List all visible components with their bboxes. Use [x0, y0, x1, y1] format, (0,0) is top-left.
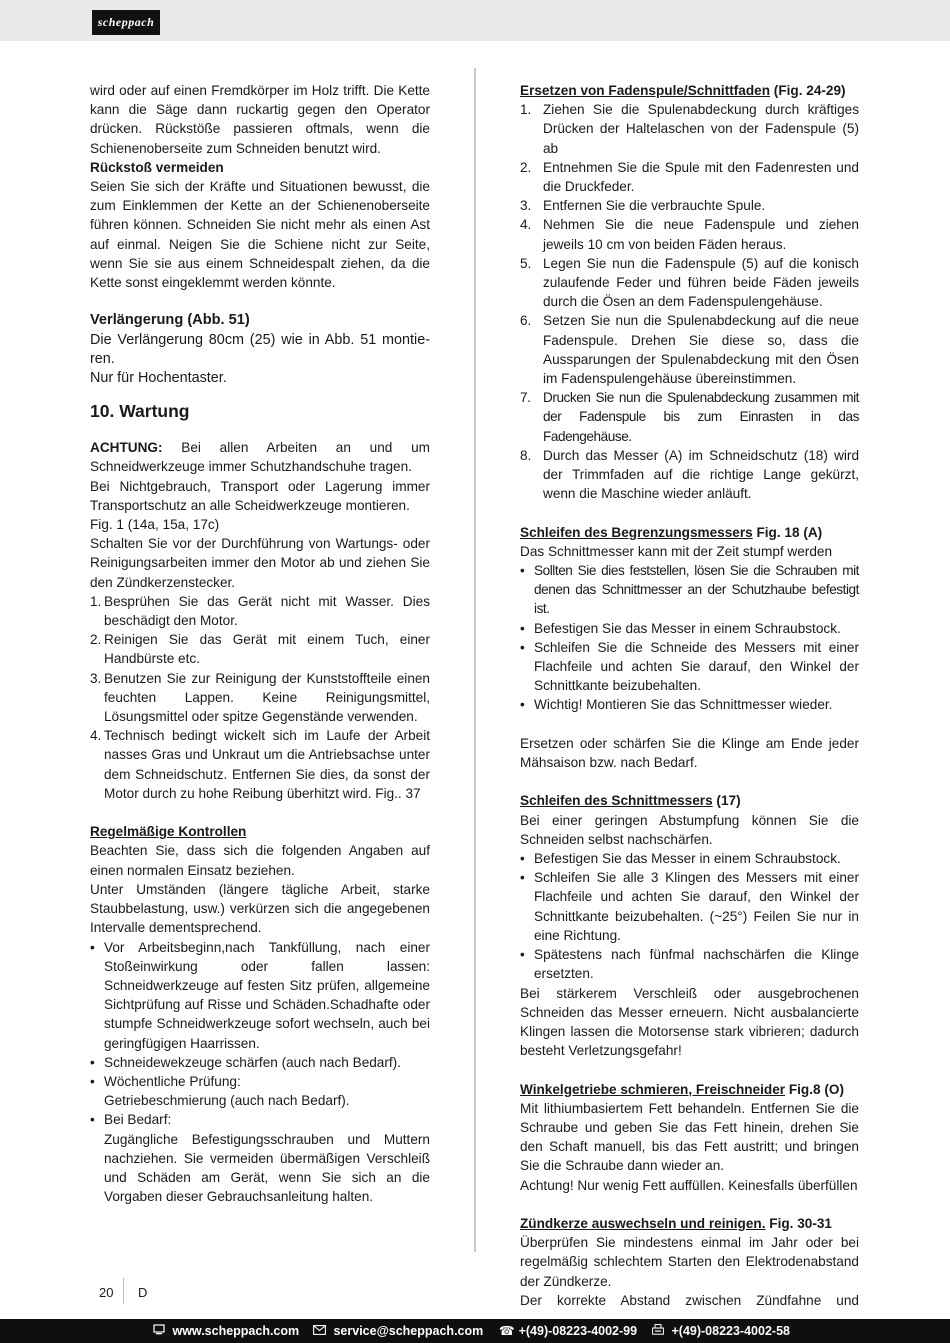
paragraph-kickback: Seien Sie sich der Kräfte und Situationen bewusst, die zum Einklemmen der Kette an der Schienenoberseite führen können. Schneiden Sie nicht mehr als einen Ast auf einmal. Neigen Sie die Schiene nicht zur Seite, wenn Sie sie aus einem Schneidespalt ziehen, da die Kette sonst eingeklemmt werden könnte. — [90, 179, 430, 291]
website-contact: www.scheppach.com — [153, 1319, 299, 1343]
blade-list — [520, 849, 859, 983]
limit-blade-list — [520, 561, 859, 715]
checks-list — [90, 938, 430, 1207]
heading-spool: Ersetzen von Fadenspule/Schnittfaden (Fig. 24-29) — [520, 83, 846, 98]
list-item: • Schleifen Sie alle 3 Klingen des Messers mit einer Flachfeile und achten Sie darauf, den Winkel der Schnittkante beizubehalten. (~25°) Feilen Sie nur in eine Richtung. — [520, 870, 859, 943]
warning-text: Bei allen Arbeiten an und um Schneidwerkzeuge immer Schutzhandschuhe tragen. — [90, 440, 430, 475]
paragraph-transport: Bei Nichtgebrauch, Transport oder Lagerung immer Transportschutz an alle Scheidwerkzeuge montieren. — [90, 478, 430, 513]
list-item: 6. Setzen Sie nun die Spulenabdeckung auf die neue Fadenspule. Drehen Sie diese so, dass die Aussparungen der Spulenabdeckung mit den Ösen im Fadenspulengehäuse übereinstimmen. — [520, 313, 859, 387]
list-item: 1. Ziehen Sie die Spulenabdeckung durch kräftiges Drücken der Haltelaschen von der Fadenspule (5) ab — [520, 102, 859, 156]
paragraph-kickback-intro: wird oder auf einen Fremdkörper im Holz trifft. Die Kette kann die Säge dann ruckartig gegen den Operator drücken. Rückstöße passieren oftmals, wenn die Schienenoberseite zum Schneiden benutzt wird. — [90, 83, 430, 156]
paragraph-warning — [90, 438, 430, 476]
list-item: 4. Technisch bedingt wickelt sich im Laufe der Arbeit nasses Gras und Unkraut um die Antriebsachse unter dem Schneidschutz. Entfernen Sie dies, da sonst der Motor durch zu hohe Reibung überhitzt wird. Fig.. 37 — [90, 728, 430, 801]
contact-bar — [0, 1319, 950, 1343]
language-code: D — [138, 1285, 148, 1300]
list-item: • Schleifen Sie die Schneide des Messers mit einer Flachfeile und achten Sie darauf, den Winkel der Schnittkante beizubehalten. — [520, 639, 859, 694]
paragraph-wear: Bei stärkerem Verschleiß oder ausgebrochenen Schneiden das Messer erneuern. Nicht ausbalancierte Klingen lassen die Motorsense stark vibrieren; dadurch besteht Verletzungsgefahr! — [520, 985, 859, 1059]
fax-icon — [652, 1324, 667, 1338]
heading-gearbox: Winkelgetriebe schmieren, Freischneider Fig.8 (O) — [520, 1081, 844, 1097]
warning-label: ACHTUNG: — [90, 440, 163, 456]
heading-blade: Schleifen des Schnittmessers (17) — [520, 793, 741, 809]
paragraph-replace-blade: Ersetzen oder schärfen Sie die Klinge am Ende jeder Mähsaison bzw. nach Bedarf. — [520, 735, 859, 771]
chapter-title: 10. Wartung — [90, 401, 190, 422]
list-item: 3. Benutzen Sie zur Reinigung der Kunststoffteile einen feuchten Lappen. Keine Reinigungsmittel, Lösungsmittel oder spitze Gegenstände verwenden. — [90, 670, 430, 725]
list-item: 2. Entnehmen Sie die Spule mit den Fadenresten und die Druckfeder. — [520, 159, 859, 195]
list-item: • Vor Arbeitsbeginn,nach Tankfüllung, nach einer Stoßeinwirkung oder fallen lassen: Schneidwerkzeuge auf festen Sitz prüfen, allgemeine Sichtprüfung auf Risse und Schäden.Schadhafte oder stumpfe Schneidwerkzeuge sofort wechseln, auch bei geringfügigen Haarrissen. — [90, 939, 430, 1051]
brand-logo: scheppach — [92, 10, 160, 35]
list-item: 4. Nehmen Sie die neue Fadenspule und ziehen jeweils 10 cm von beiden Fäden heraus. — [520, 217, 859, 252]
left-column — [90, 81, 430, 1206]
heading-kickback: Rückstoß vermeiden — [90, 159, 224, 175]
paragraph-gearbox: Mit lithiumbasiertem Fett behandeln. Entfernen Sie die Schraube und geben Sie das Fett hinein, drehen Sie den Schaft manuell, bis das Fett austritt; und bringen Sie die Schraube dann wieder an. — [520, 1100, 859, 1174]
list-item: • Wöchentliche Prüfung: Getriebeschmierung (auch nach Bedarf). — [90, 1073, 350, 1109]
paragraph-blade: Bei einer geringen Abstumpfung können Sie die Schneiden selbst nachschärfen. — [520, 812, 859, 847]
paragraph-limit-blade: Das Schnittmesser kann mit der Zeit stumpf werden — [520, 543, 833, 559]
list-item: 7. Drucken Sie nun die Spulenabdeckung zusammen mit der Fadenspule bis zum Einrasten in das Fadengehäuse. — [520, 390, 859, 444]
heading-limit-blade: Schleifen des Begrenzungsmessers Fig. 18 (A) — [520, 524, 823, 540]
cleaning-list — [90, 592, 430, 803]
page-number: 20 — [99, 1285, 114, 1300]
list-item: • Spätestens nach fünfmal nachschärfen die Klinge ersetzten. — [520, 947, 859, 982]
paragraph-gearbox-warning: Achtung! Nur wenig Fett auffüllen. Keinesfalls überfüllen — [520, 1177, 858, 1193]
list-item: 8. Durch das Messer (A) im Schneidschutz (18) wird der Trimmfaden auf die richtige Lange gekürzt, wenn die Maschine wieder anläuft. — [520, 447, 859, 502]
column-divider — [474, 68, 476, 1252]
header-bar — [0, 0, 950, 41]
heading-spark-plug: Zündkerze auswechseln und reinigen. Fig. 30-31 — [520, 1215, 832, 1231]
paragraph-spark-plug-gap: Der korrekte Abstand zwischen Zündfahne und — [520, 1292, 859, 1308]
list-item: 2. Reinigen Sie das Gerät mit einem Tuch, einer Handbürste etc. — [90, 632, 430, 667]
heading-extension: Verlängerung (Abb. 51) — [90, 312, 250, 329]
phone-icon: ☎ — [499, 1324, 515, 1338]
list-item: 5. Legen Sie nun die Fadenspule (5) auf die konisch zulaufende Feder und führen beide Fäden jeweils durch die Ösen an dem Fadenspulengehäuse. — [520, 255, 859, 310]
list-item: • Befestigen Sie das Messer in einem Schraubstock. — [520, 620, 841, 636]
fax-contact: +(49)-08223-4002-58 — [652, 1319, 790, 1343]
footer-divider — [123, 1278, 124, 1304]
paragraph-extension: Die Verlängerung 80cm (25) wie in Abb. 51 montie-ren. — [90, 331, 430, 367]
list-item: • Wichtig! Montieren Sie das Schnittmesser wieder. — [520, 697, 833, 713]
paragraph-spark-plug: Überprüfen Sie mindestens einmal im Jahr oder bei regelmäßig schlechtem Starten den Elektrodenabstand der Zündkerze. — [520, 1235, 859, 1289]
list-item: 3. Entfernen Sie die verbrauchte Spule. — [520, 198, 766, 214]
spool-steps — [520, 100, 859, 503]
monitor-icon — [153, 1324, 168, 1338]
paragraph-checks-intervals: Unter Umständen (längere tägliche Arbeit, starke Staubbelastung, usw.) verkürzen sich die angegebenen Intervalle dementsprechend. — [90, 881, 430, 936]
paragraph-extension-note: Nur für Hochentaster. — [90, 370, 227, 387]
paragraph-engine-off: Schalten Sie vor der Durchführung von Wartungs- oder Reinigungsarbeiten immer den Motor ab und ziehen Sie den Zündkerzenstecker. — [90, 536, 430, 590]
list-item: • Befestigen Sie das Messer in einem Schraubstock. — [520, 851, 841, 867]
right-column — [520, 81, 859, 1310]
mail-icon — [313, 1324, 329, 1338]
list-item: • Sollten Sie dies feststellen, lösen Sie die Schrauben mit denen das Schnittmesser an der Schutzhaube befestigt ist. — [520, 563, 859, 617]
figure-ref: Fig. 1 (14a, 15a, 17c) — [90, 517, 220, 533]
phone-contact: ☎ +(49)-08223-4002-99 — [499, 1324, 638, 1338]
email-contact: service@scheppach.com — [313, 1319, 483, 1343]
heading-regular-checks: Regelmäßige Kontrollen — [90, 824, 247, 840]
paragraph-checks-intro: Beachten Sie, dass sich die folgenden Angaben auf einen normalen Einsatz beziehen. — [90, 843, 430, 878]
list-item: • Schneidewekzeuge schärfen (auch nach Bedarf). — [90, 1054, 401, 1070]
list-item: • Bei Bedarf: Zugängliche Befestigungsschrauben und Muttern nachziehen. Sie vermeiden übermäßigen Verschleiß und Schäden am Gerät, wenn Sie sich an die Vorgaben dieser Gebrauchsanleitung halten. — [90, 1112, 430, 1205]
list-item: 1. Besprühen Sie das Gerät nicht mit Wasser. Dies beschädigt den Motor. — [90, 593, 430, 629]
